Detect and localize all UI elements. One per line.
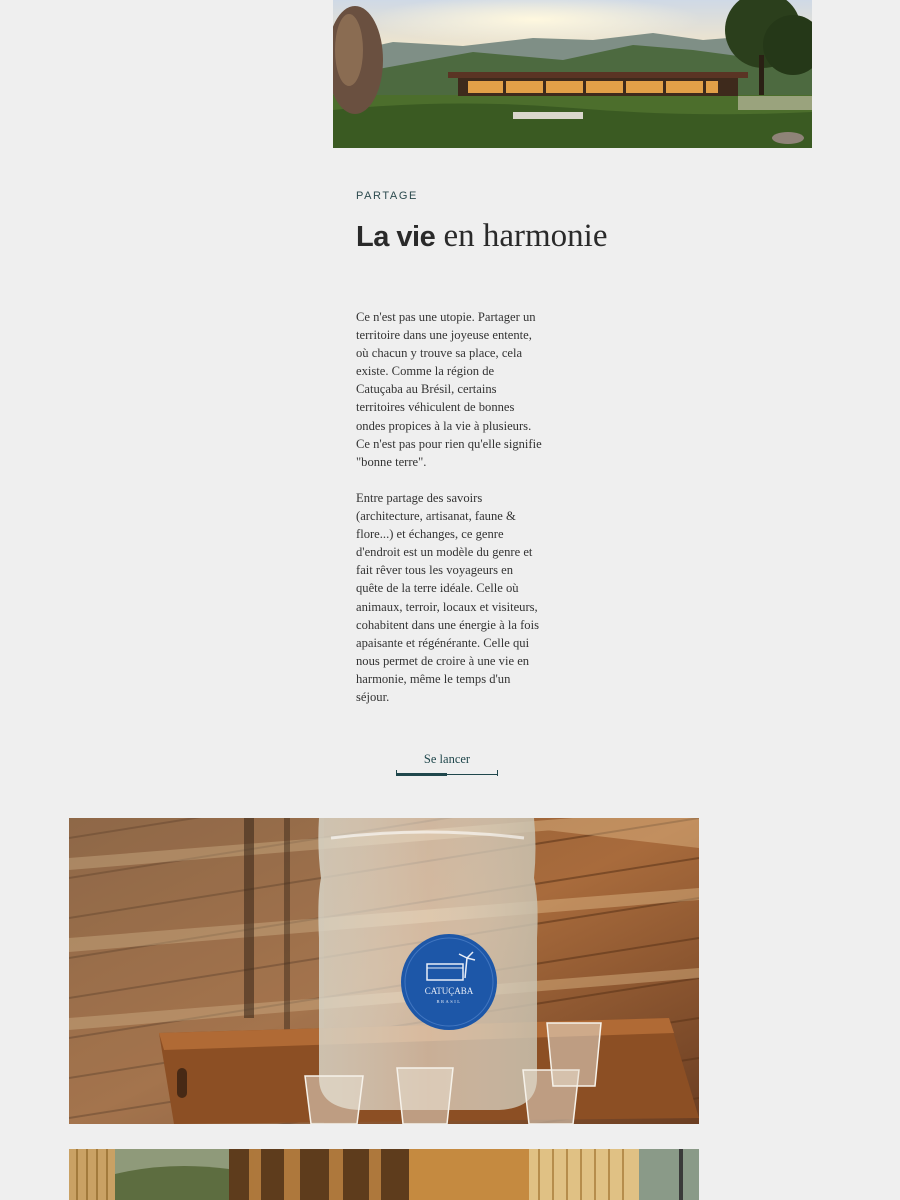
- cta-tick-right: [497, 770, 498, 776]
- section-paragraph-2: Entre partage des savoirs (architecture, artisanat, faune & flore...) et échanges, ce genre d'endroit est un modèle du genre et fait rêver tous les voyageurs en quête de la terre idéale. Celle où animaux, terroir, locaux et visiteurs, cohabitent dans une énergie à la fois apaisante et régénérante. Celle qui nous permet de croire à une vie en harmonie, même le temps d'un séjour.: [356, 491, 540, 705]
- section-title: [356, 219, 616, 255]
- section-title-rest: en harmonie: [435, 218, 608, 254]
- cta-progress-bar: [396, 773, 498, 776]
- section-paragraph-1: Ce n'est pas une utopie. Partager un territoire dans une joyeuse entente, où chacun y trouve sa place, cela existe. Comme la région de Catuçaba au Brésil, certains territoires véhiculent de bonnes ondes propices à la vie à plusieurs. Ce n'est pas pour rien qu'elle signifie "bonne terre".: [356, 310, 542, 469]
- cta-progress-fill: [396, 773, 447, 776]
- section-title-bold: La vie: [356, 221, 436, 253]
- cta-tick-left: [396, 770, 397, 776]
- bottle-label-country: BRASIL: [436, 999, 462, 1004]
- section-eyebrow: PARTAGE: [356, 190, 418, 202]
- bottle-on-deck-photo: [69, 818, 699, 1124]
- bottle-label-brand: CATUÇABA: [424, 986, 474, 996]
- hero-landscape-image: [333, 0, 812, 148]
- se-lancer-link[interactable]: Se lancer: [423, 752, 471, 766]
- interior-view-photo: [69, 1149, 699, 1200]
